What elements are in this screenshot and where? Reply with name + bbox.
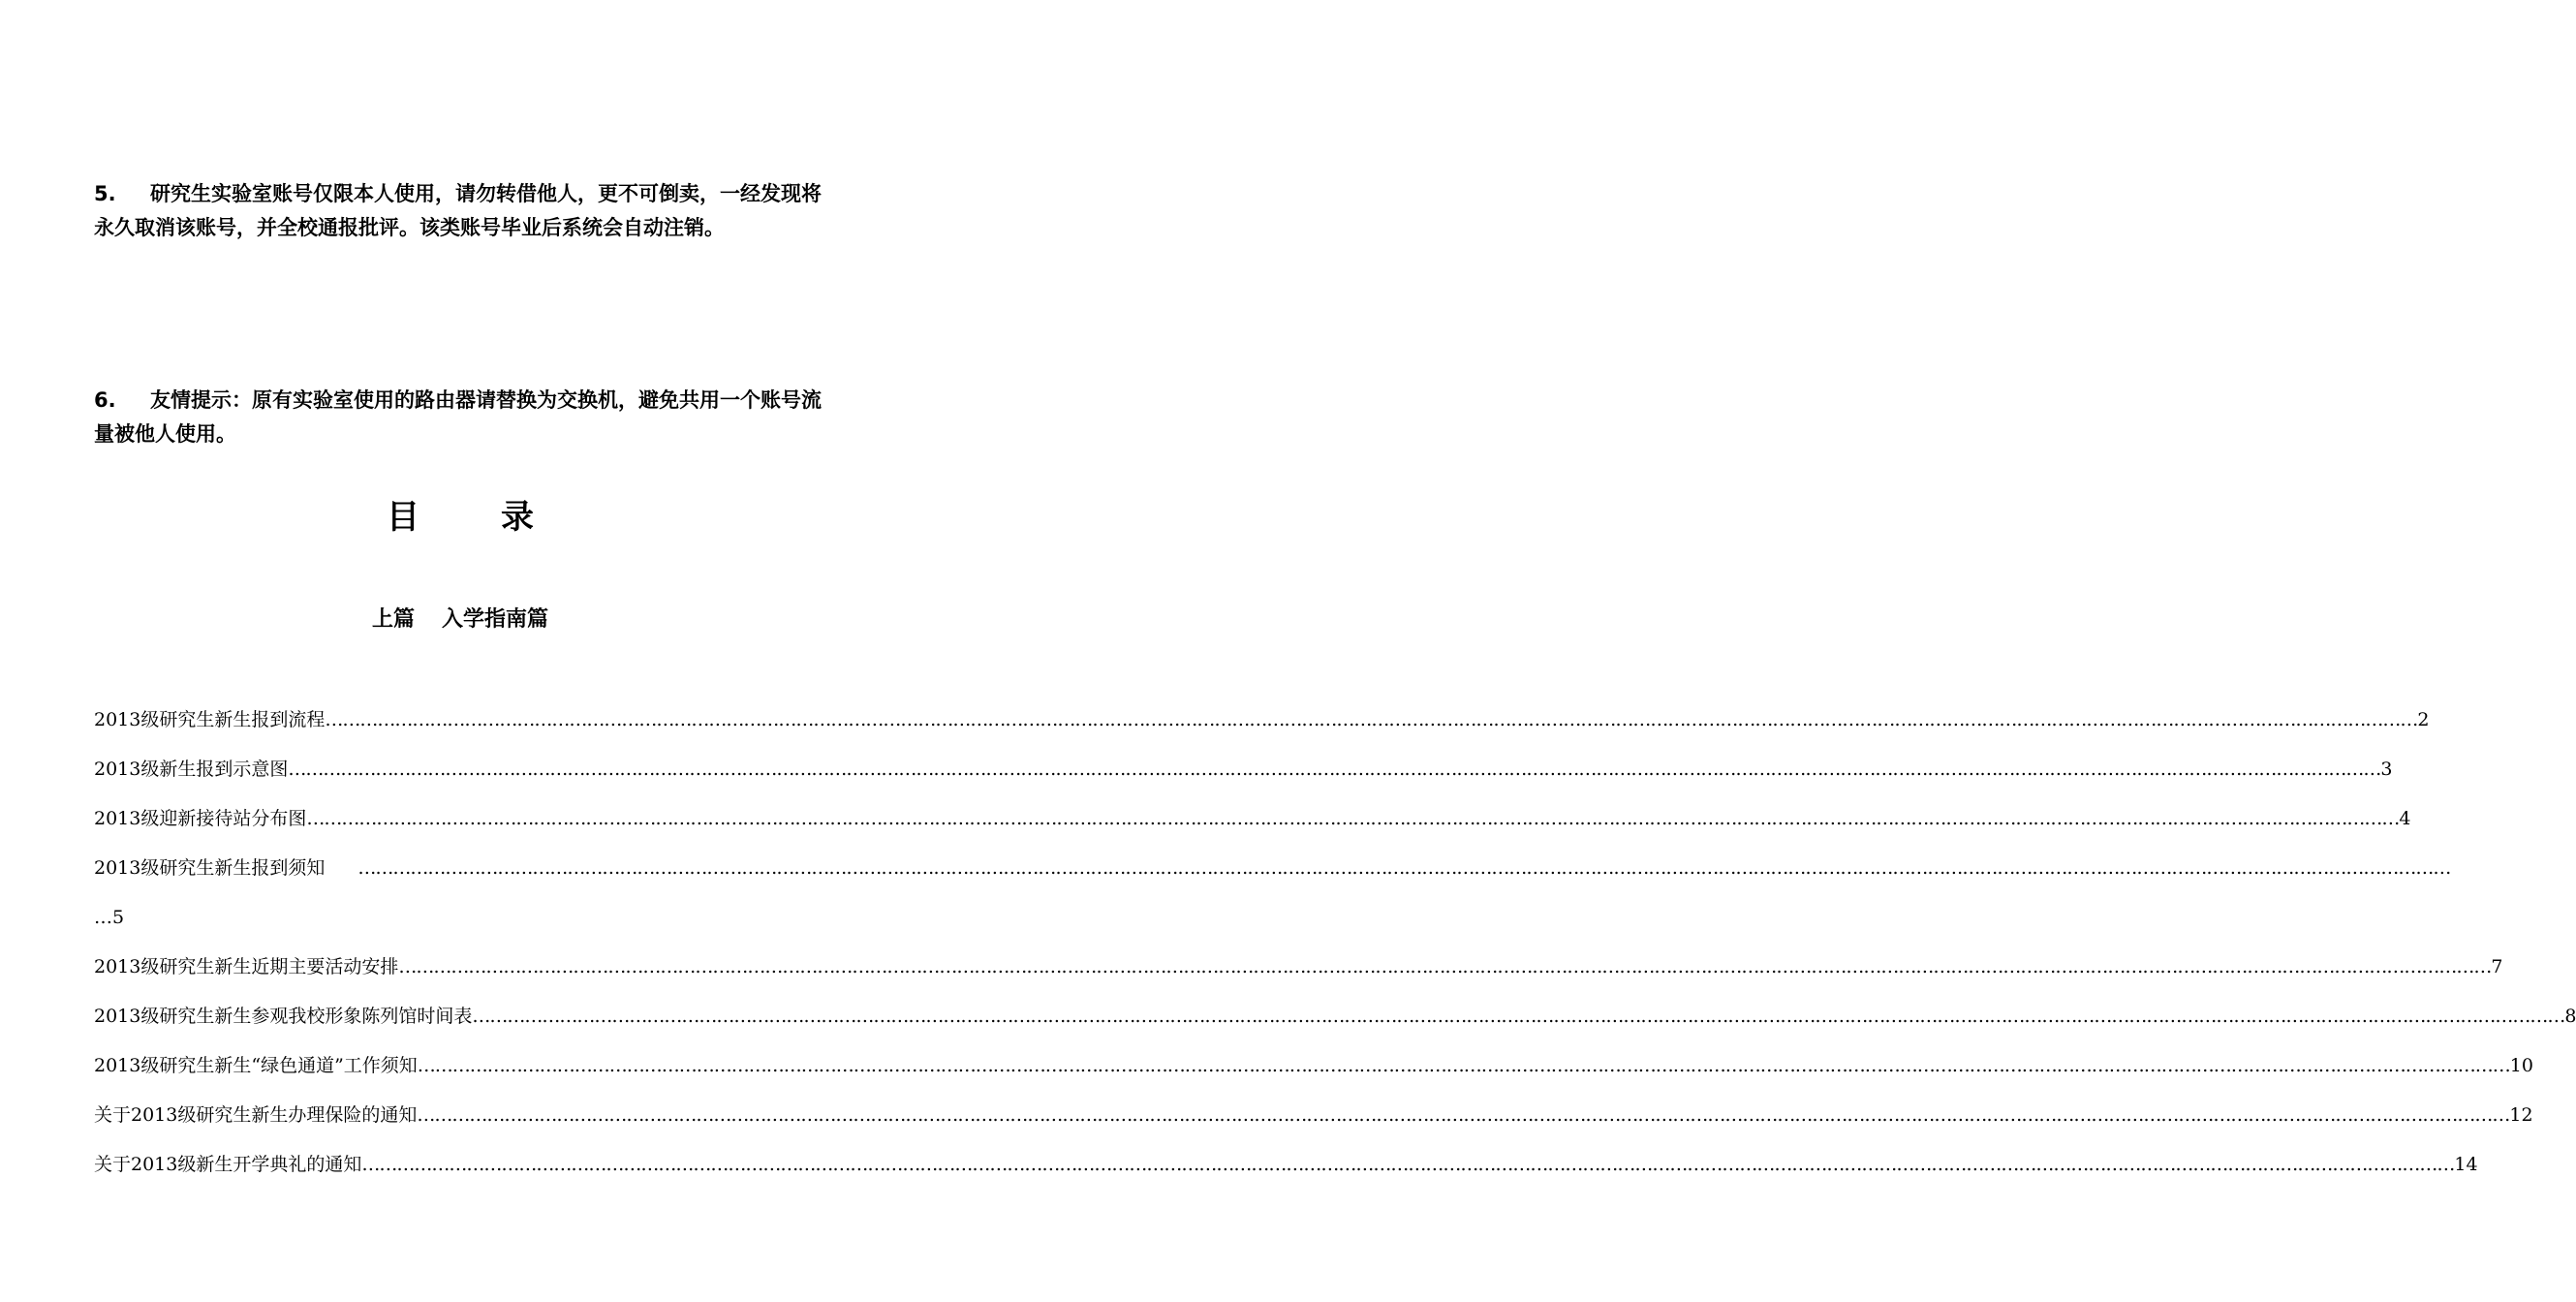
- toc-entry-title: 2013级研究生新生参观我校形象陈列馆时间表: [94, 1006, 473, 1027]
- toc-entry[interactable]: [94, 1149, 2478, 1198]
- section-heading: [0, 604, 920, 634]
- toc-entry-page: 3: [2380, 759, 2393, 780]
- toc-entry-continuation[interactable]: [94, 902, 811, 951]
- toc-leader-dots: ………………………………………………………………………………………………………………………………………………………………………………………………………………………………………………………………………………………………………………………………: [417, 1055, 2510, 1076]
- toc-entry-title: 关于2013级新生开学典礼的通知: [94, 1154, 362, 1175]
- toc-entry-page: 14: [2454, 1154, 2478, 1175]
- toc-leader-dots: ………………………………………………………………………………………………………………………………………………………………………………………………………………………………………………………………………………………………………………………………: [325, 709, 2418, 730]
- toc-entry[interactable]: [94, 852, 2451, 902]
- toc-entry-title: 2013级新生报到示意图: [94, 759, 289, 780]
- toc-entry-title: 2013级迎新接待站分布图: [94, 808, 307, 829]
- toc-heading-left: 目: [387, 498, 419, 537]
- toc-entry[interactable]: [94, 803, 2411, 852]
- toc-entry-page: …5: [94, 907, 125, 928]
- toc-entry-page: 12: [2509, 1104, 2533, 1126]
- notice-item-5: [94, 177, 822, 245]
- section-name: 入学指南篇: [442, 606, 549, 632]
- toc-entry-title: 2013级研究生新生报到须知: [94, 857, 326, 879]
- table-of-contents: [94, 704, 2576, 1198]
- toc-leader-dots: ………………………………………………………………………………………………………………………………………………………………………………………………………………………………………………………………………………………………………………………………: [357, 857, 2451, 879]
- section-label: 上篇: [371, 606, 415, 632]
- toc-leader-dots: ………………………………………………………………………………………………………………………………………………………………………………………………………………………………………………………………………………………………………………………………: [472, 1006, 2565, 1027]
- toc-entry-page: 2: [2417, 709, 2430, 730]
- toc-leader-dots: ………………………………………………………………………………………………………………………………………………………………………………………………………………………………………………………………………………………………………………………………: [306, 808, 2400, 829]
- toc-entry-page: 8: [2564, 1006, 2576, 1027]
- toc-heading: [0, 496, 920, 539]
- toc-entry-page: 7: [2491, 956, 2503, 977]
- toc-leader-dots: ………………………………………………………………………………………………………………………………………………………………………………………………………………………………………………………………………………………………………………………………: [288, 759, 2381, 780]
- toc-entry-title: 2013级研究生新生近期主要活动安排: [94, 956, 399, 977]
- toc-entry-title: 2013级研究生新生报到流程: [94, 709, 326, 730]
- toc-leader-dots: ………………………………………………………………………………………………………………………………………………………………………………………………………………………………………………………………………………………………………………………………: [361, 1154, 2455, 1175]
- notice-number: 6.: [94, 388, 116, 412]
- toc-entry[interactable]: [94, 1050, 2533, 1100]
- toc-leader-dots: ………………………………………………………………………………………………………………………………………………………………………………………………………………………………………………………………………………………………………………………………: [417, 1104, 2510, 1126]
- toc-entry[interactable]: [94, 754, 2393, 803]
- notice-text: 研究生实验室账号仅限本人使用，请勿转借他人，更不可倒卖，一经发现将永久取消该账号，并全校通报批评。该类账号毕业后系统会自动注销。: [94, 182, 822, 239]
- toc-entry[interactable]: [94, 951, 2503, 1001]
- toc-heading-right: 录: [501, 498, 534, 537]
- notice-number: 5.: [94, 182, 116, 205]
- toc-entry-page: 10: [2509, 1055, 2533, 1076]
- toc-entry-page: 4: [2399, 808, 2411, 829]
- toc-entry[interactable]: [94, 1100, 2533, 1149]
- toc-entry-title: 关于2013级研究生新生办理保险的通知: [94, 1104, 418, 1126]
- toc-entry[interactable]: [94, 1001, 2576, 1050]
- notice-item-6: [94, 384, 822, 451]
- toc-leader-dots: ………………………………………………………………………………………………………………………………………………………………………………………………………………………………………………………………………………………………………………………………: [398, 956, 2492, 977]
- toc-entry[interactable]: [94, 704, 2430, 754]
- notice-text: 友情提示：原有实验室使用的路由器请替换为交换机，避免共用一个账号流量被他人使用。: [94, 388, 822, 446]
- toc-entry-title: 2013级研究生新生“绿色通道”工作须知: [94, 1055, 418, 1076]
